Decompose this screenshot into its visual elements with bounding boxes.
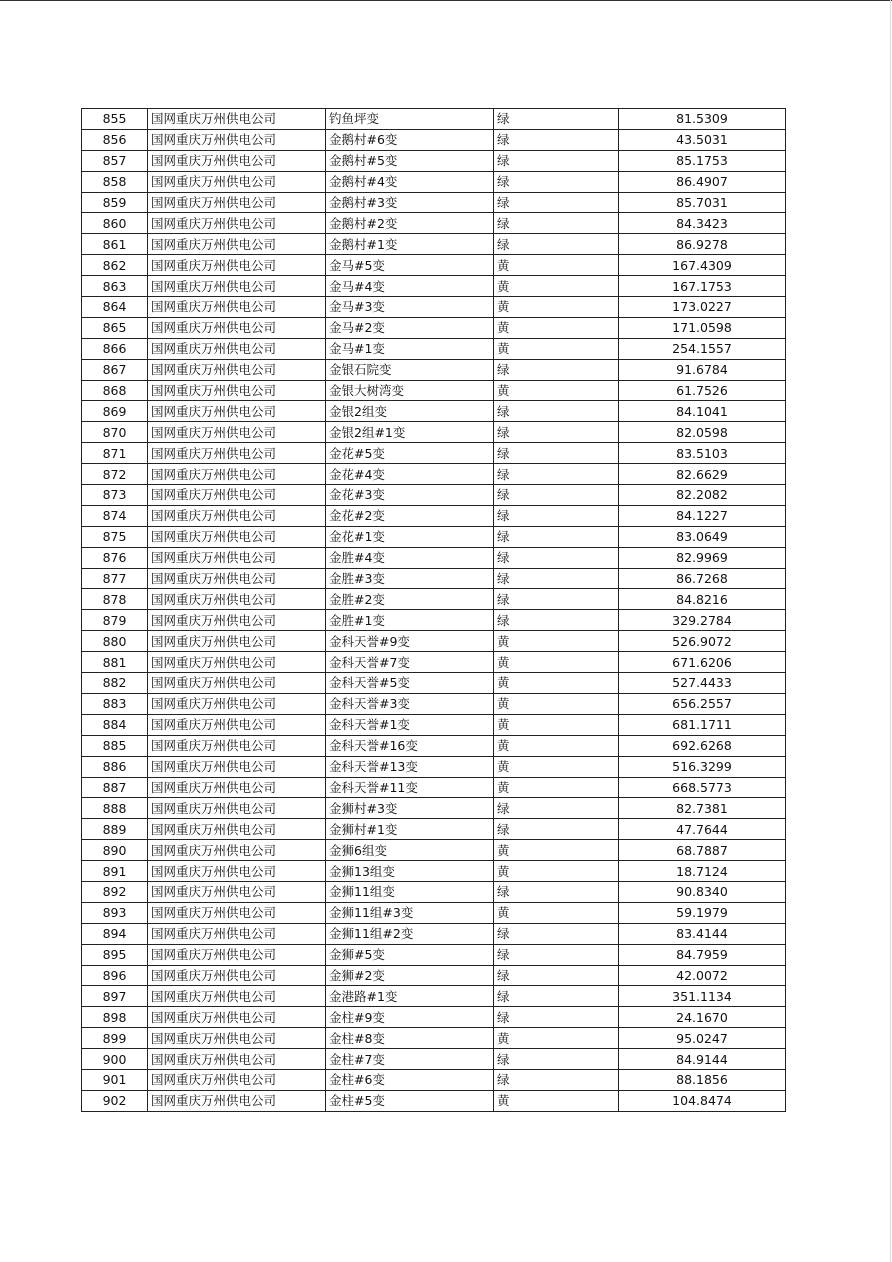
table-row <box>82 317 786 338</box>
load-value-cell: 516.3299 <box>619 756 786 777</box>
status-level-cell: 绿 <box>494 798 619 819</box>
status-level-cell: 绿 <box>494 234 619 255</box>
row-number-cell: 902 <box>82 1090 148 1111</box>
row-number-cell: 859 <box>82 192 148 213</box>
company-name-cell: 国网重庆万州供电公司 <box>148 171 326 192</box>
status-level-cell: 黄 <box>494 756 619 777</box>
row-number-cell: 868 <box>82 380 148 401</box>
company-name-cell: 国网重庆万州供电公司 <box>148 923 326 944</box>
row-number-cell: 858 <box>82 171 148 192</box>
company-name-cell: 国网重庆万州供电公司 <box>148 338 326 359</box>
row-number-cell: 863 <box>82 276 148 297</box>
load-value-cell: 95.0247 <box>619 1028 786 1049</box>
load-value-cell: 527.4433 <box>619 673 786 694</box>
row-number-cell: 874 <box>82 505 148 526</box>
load-value-cell: 61.7526 <box>619 380 786 401</box>
load-value-cell: 692.6268 <box>619 735 786 756</box>
company-name-cell: 国网重庆万州供电公司 <box>148 443 326 464</box>
status-level-cell: 绿 <box>494 547 619 568</box>
row-number-cell: 889 <box>82 819 148 840</box>
table-body <box>82 109 786 1112</box>
status-level-cell: 绿 <box>494 1049 619 1070</box>
status-level-cell: 绿 <box>494 881 619 902</box>
company-name-cell: 国网重庆万州供电公司 <box>148 380 326 401</box>
row-number-cell: 856 <box>82 129 148 150</box>
load-value-cell: 68.7887 <box>619 840 786 861</box>
load-value-cell: 85.1753 <box>619 150 786 171</box>
status-level-cell: 黄 <box>494 338 619 359</box>
transformer-name-cell: 金银2组#1变 <box>326 422 494 443</box>
status-level-cell: 绿 <box>494 485 619 506</box>
row-number-cell: 860 <box>82 213 148 234</box>
status-level-cell: 绿 <box>494 819 619 840</box>
status-level-cell: 绿 <box>494 1007 619 1028</box>
load-value-cell: 47.7644 <box>619 819 786 840</box>
transformer-name-cell: 金科天誉#7变 <box>326 652 494 673</box>
row-number-cell: 864 <box>82 297 148 318</box>
load-value-cell: 42.0072 <box>619 965 786 986</box>
company-name-cell: 国网重庆万州供电公司 <box>148 297 326 318</box>
table-row <box>82 777 786 798</box>
status-level-cell: 绿 <box>494 150 619 171</box>
transformer-name-cell: 金科天誉#5变 <box>326 673 494 694</box>
row-number-cell: 895 <box>82 944 148 965</box>
status-level-cell: 黄 <box>494 735 619 756</box>
company-name-cell: 国网重庆万州供电公司 <box>148 693 326 714</box>
transformer-name-cell: 金马#4变 <box>326 276 494 297</box>
table-row <box>82 610 786 631</box>
transformer-name-cell: 金狮#2变 <box>326 965 494 986</box>
company-name-cell: 国网重庆万州供电公司 <box>148 1028 326 1049</box>
transformer-name-cell: 金鹅村#3变 <box>326 192 494 213</box>
transformer-name-cell: 金胜#4变 <box>326 547 494 568</box>
row-number-cell: 867 <box>82 359 148 380</box>
table-row <box>82 944 786 965</box>
company-name-cell: 国网重庆万州供电公司 <box>148 505 326 526</box>
row-number-cell: 897 <box>82 986 148 1007</box>
transformer-name-cell: 金花#2变 <box>326 505 494 526</box>
load-value-cell: 167.4309 <box>619 255 786 276</box>
row-number-cell: 893 <box>82 902 148 923</box>
page-top-border <box>0 0 892 1</box>
status-level-cell: 黄 <box>494 861 619 882</box>
row-number-cell: 892 <box>82 881 148 902</box>
row-number-cell: 882 <box>82 673 148 694</box>
table-row <box>82 1007 786 1028</box>
company-name-cell: 国网重庆万州供电公司 <box>148 798 326 819</box>
transformer-name-cell: 金银2组变 <box>326 401 494 422</box>
company-name-cell: 国网重庆万州供电公司 <box>148 714 326 735</box>
table-row <box>82 276 786 297</box>
load-value-cell: 681.1711 <box>619 714 786 735</box>
table-row <box>82 401 786 422</box>
transformer-name-cell: 金银大树湾变 <box>326 380 494 401</box>
transformer-name-cell: 金科天誉#13变 <box>326 756 494 777</box>
company-name-cell: 国网重庆万州供电公司 <box>148 652 326 673</box>
status-level-cell: 绿 <box>494 109 619 130</box>
status-level-cell: 黄 <box>494 777 619 798</box>
company-name-cell: 国网重庆万州供电公司 <box>148 944 326 965</box>
row-number-cell: 857 <box>82 150 148 171</box>
row-number-cell: 899 <box>82 1028 148 1049</box>
status-level-cell: 绿 <box>494 359 619 380</box>
transformer-name-cell: 金鹅村#6变 <box>326 129 494 150</box>
table-row <box>82 213 786 234</box>
company-name-cell: 国网重庆万州供电公司 <box>148 610 326 631</box>
table-row <box>82 297 786 318</box>
row-number-cell: 894 <box>82 923 148 944</box>
transformer-name-cell: 金花#5变 <box>326 443 494 464</box>
page-right-border <box>890 0 891 1262</box>
load-value-cell: 84.1227 <box>619 505 786 526</box>
table-row <box>82 756 786 777</box>
row-number-cell: 885 <box>82 735 148 756</box>
load-value-cell: 83.0649 <box>619 526 786 547</box>
table-row <box>82 902 786 923</box>
load-value-cell: 82.6629 <box>619 464 786 485</box>
table-row <box>82 485 786 506</box>
table-row <box>82 380 786 401</box>
load-value-cell: 18.7124 <box>619 861 786 882</box>
table-row <box>82 129 786 150</box>
table-row <box>82 1049 786 1070</box>
transformer-name-cell: 金鹅村#5变 <box>326 150 494 171</box>
load-value-cell: 254.1557 <box>619 338 786 359</box>
transformer-name-cell: 金狮#5变 <box>326 944 494 965</box>
row-number-cell: 877 <box>82 568 148 589</box>
company-name-cell: 国网重庆万州供电公司 <box>148 485 326 506</box>
transformer-name-cell: 金狮11组#2变 <box>326 923 494 944</box>
table-row <box>82 673 786 694</box>
status-level-cell: 黄 <box>494 693 619 714</box>
load-value-cell: 86.7268 <box>619 568 786 589</box>
company-name-cell: 国网重庆万州供电公司 <box>148 359 326 380</box>
load-value-cell: 84.1041 <box>619 401 786 422</box>
company-name-cell: 国网重庆万州供电公司 <box>148 422 326 443</box>
company-name-cell: 国网重庆万州供电公司 <box>148 777 326 798</box>
row-number-cell: 873 <box>82 485 148 506</box>
table-row <box>82 881 786 902</box>
transformer-name-cell: 金马#5变 <box>326 255 494 276</box>
status-level-cell: 绿 <box>494 589 619 610</box>
load-value-cell: 84.3423 <box>619 213 786 234</box>
company-name-cell: 国网重庆万州供电公司 <box>148 631 326 652</box>
transformer-name-cell: 金鹅村#1变 <box>326 234 494 255</box>
transformer-name-cell: 金柱#8变 <box>326 1028 494 1049</box>
status-level-cell: 绿 <box>494 568 619 589</box>
table-row <box>82 1028 786 1049</box>
table-row <box>82 840 786 861</box>
transformer-name-cell: 金狮村#3变 <box>326 798 494 819</box>
table-row <box>82 150 786 171</box>
transformer-name-cell: 金马#1变 <box>326 338 494 359</box>
table-row <box>82 464 786 485</box>
transformer-name-cell: 金科天誉#9变 <box>326 631 494 652</box>
table-row <box>82 631 786 652</box>
company-name-cell: 国网重庆万州供电公司 <box>148 840 326 861</box>
company-name-cell: 国网重庆万州供电公司 <box>148 526 326 547</box>
load-value-cell: 671.6206 <box>619 652 786 673</box>
table-row <box>82 192 786 213</box>
status-level-cell: 黄 <box>494 652 619 673</box>
load-value-cell: 86.4907 <box>619 171 786 192</box>
table-row <box>82 735 786 756</box>
company-name-cell: 国网重庆万州供电公司 <box>148 464 326 485</box>
row-number-cell: 878 <box>82 589 148 610</box>
table-row <box>82 422 786 443</box>
table-row <box>82 1090 786 1111</box>
company-name-cell: 国网重庆万州供电公司 <box>148 1090 326 1111</box>
status-level-cell: 绿 <box>494 464 619 485</box>
transformer-name-cell: 金马#3变 <box>326 297 494 318</box>
status-level-cell: 绿 <box>494 944 619 965</box>
transformer-name-cell: 金银石院变 <box>326 359 494 380</box>
load-value-cell: 81.5309 <box>619 109 786 130</box>
row-number-cell: 890 <box>82 840 148 861</box>
status-level-cell: 黄 <box>494 673 619 694</box>
load-value-cell: 86.9278 <box>619 234 786 255</box>
table-row <box>82 505 786 526</box>
transformer-name-cell: 金柱#5变 <box>326 1090 494 1111</box>
company-name-cell: 国网重庆万州供电公司 <box>148 150 326 171</box>
transformer-name-cell: 金柱#9变 <box>326 1007 494 1028</box>
row-number-cell: 880 <box>82 631 148 652</box>
transformer-name-cell: 金柱#6变 <box>326 1069 494 1090</box>
load-value-cell: 83.5103 <box>619 443 786 464</box>
status-level-cell: 绿 <box>494 192 619 213</box>
status-level-cell: 黄 <box>494 1028 619 1049</box>
row-number-cell: 862 <box>82 255 148 276</box>
load-value-cell: 43.5031 <box>619 129 786 150</box>
status-level-cell: 黄 <box>494 255 619 276</box>
status-level-cell: 黄 <box>494 1090 619 1111</box>
status-level-cell: 绿 <box>494 443 619 464</box>
transformer-name-cell: 金花#1变 <box>326 526 494 547</box>
row-number-cell: 869 <box>82 401 148 422</box>
load-value-cell: 526.9072 <box>619 631 786 652</box>
company-name-cell: 国网重庆万州供电公司 <box>148 276 326 297</box>
company-name-cell: 国网重庆万州供电公司 <box>148 1049 326 1070</box>
status-level-cell: 黄 <box>494 840 619 861</box>
transformer-name-cell: 金科天誉#1变 <box>326 714 494 735</box>
company-name-cell: 国网重庆万州供电公司 <box>148 589 326 610</box>
transformer-name-cell: 金胜#3变 <box>326 568 494 589</box>
company-name-cell: 国网重庆万州供电公司 <box>148 965 326 986</box>
load-value-cell: 84.9144 <box>619 1049 786 1070</box>
table-row <box>82 171 786 192</box>
load-value-cell: 88.1856 <box>619 1069 786 1090</box>
row-number-cell: 901 <box>82 1069 148 1090</box>
load-value-cell: 171.0598 <box>619 317 786 338</box>
table-row <box>82 798 786 819</box>
load-value-cell: 104.8474 <box>619 1090 786 1111</box>
load-value-cell: 173.0227 <box>619 297 786 318</box>
table-row <box>82 693 786 714</box>
company-name-cell: 国网重庆万州供电公司 <box>148 756 326 777</box>
status-level-cell: 绿 <box>494 610 619 631</box>
status-level-cell: 黄 <box>494 380 619 401</box>
load-value-cell: 82.0598 <box>619 422 786 443</box>
transformer-name-cell: 金鹅村#2变 <box>326 213 494 234</box>
load-value-cell: 24.1670 <box>619 1007 786 1028</box>
row-number-cell: 881 <box>82 652 148 673</box>
status-level-cell: 黄 <box>494 317 619 338</box>
row-number-cell: 865 <box>82 317 148 338</box>
company-name-cell: 国网重庆万州供电公司 <box>148 129 326 150</box>
status-level-cell: 黄 <box>494 297 619 318</box>
table-row <box>82 255 786 276</box>
company-name-cell: 国网重庆万州供电公司 <box>148 819 326 840</box>
table-row <box>82 1069 786 1090</box>
row-number-cell: 888 <box>82 798 148 819</box>
row-number-cell: 884 <box>82 714 148 735</box>
table-row <box>82 109 786 130</box>
load-value-cell: 59.1979 <box>619 902 786 923</box>
company-name-cell: 国网重庆万州供电公司 <box>148 213 326 234</box>
company-name-cell: 国网重庆万州供电公司 <box>148 1007 326 1028</box>
status-level-cell: 绿 <box>494 923 619 944</box>
table-row <box>82 547 786 568</box>
table-row <box>82 526 786 547</box>
status-level-cell: 黄 <box>494 276 619 297</box>
load-value-cell: 82.2082 <box>619 485 786 506</box>
status-level-cell: 绿 <box>494 171 619 192</box>
company-name-cell: 国网重庆万州供电公司 <box>148 1069 326 1090</box>
load-value-cell: 83.4144 <box>619 923 786 944</box>
company-name-cell: 国网重庆万州供电公司 <box>148 902 326 923</box>
status-level-cell: 黄 <box>494 631 619 652</box>
table-row <box>82 568 786 589</box>
status-level-cell: 绿 <box>494 129 619 150</box>
load-value-cell: 90.8340 <box>619 881 786 902</box>
company-name-cell: 国网重庆万州供电公司 <box>148 547 326 568</box>
transformer-name-cell: 金柱#7变 <box>326 1049 494 1070</box>
row-number-cell: 866 <box>82 338 148 359</box>
status-level-cell: 黄 <box>494 902 619 923</box>
status-level-cell: 绿 <box>494 401 619 422</box>
status-level-cell: 绿 <box>494 526 619 547</box>
row-number-cell: 900 <box>82 1049 148 1070</box>
transformer-name-cell: 钓鱼坪变 <box>326 109 494 130</box>
status-level-cell: 黄 <box>494 714 619 735</box>
transformer-name-cell: 金胜#2变 <box>326 589 494 610</box>
load-value-cell: 329.2784 <box>619 610 786 631</box>
transformer-name-cell: 金科天誉#16变 <box>326 735 494 756</box>
status-level-cell: 绿 <box>494 505 619 526</box>
status-level-cell: 绿 <box>494 965 619 986</box>
load-value-cell: 656.2557 <box>619 693 786 714</box>
status-level-cell: 绿 <box>494 1069 619 1090</box>
table-row <box>82 359 786 380</box>
row-number-cell: 896 <box>82 965 148 986</box>
company-name-cell: 国网重庆万州供电公司 <box>148 861 326 882</box>
load-value-cell: 85.7031 <box>619 192 786 213</box>
transformer-name-cell: 金狮11组#3变 <box>326 902 494 923</box>
table-row <box>82 965 786 986</box>
table-row <box>82 338 786 359</box>
company-name-cell: 国网重庆万州供电公司 <box>148 401 326 422</box>
row-number-cell: 872 <box>82 464 148 485</box>
transformer-name-cell: 金狮11组变 <box>326 881 494 902</box>
status-level-cell: 绿 <box>494 986 619 1007</box>
table-row <box>82 443 786 464</box>
company-name-cell: 国网重庆万州供电公司 <box>148 986 326 1007</box>
company-name-cell: 国网重庆万州供电公司 <box>148 255 326 276</box>
table-row <box>82 714 786 735</box>
company-name-cell: 国网重庆万州供电公司 <box>148 317 326 338</box>
load-value-cell: 82.9969 <box>619 547 786 568</box>
load-value-cell: 84.8216 <box>619 589 786 610</box>
row-number-cell: 876 <box>82 547 148 568</box>
row-number-cell: 898 <box>82 1007 148 1028</box>
transformer-name-cell: 金港路#1变 <box>326 986 494 1007</box>
table-row <box>82 819 786 840</box>
row-number-cell: 861 <box>82 234 148 255</box>
row-number-cell: 883 <box>82 693 148 714</box>
status-level-cell: 绿 <box>494 422 619 443</box>
load-value-cell: 84.7959 <box>619 944 786 965</box>
table-row <box>82 652 786 673</box>
transformer-name-cell: 金狮村#1变 <box>326 819 494 840</box>
company-name-cell: 国网重庆万州供电公司 <box>148 673 326 694</box>
transformer-name-cell: 金胜#1变 <box>326 610 494 631</box>
transformer-name-cell: 金科天誉#11变 <box>326 777 494 798</box>
row-number-cell: 871 <box>82 443 148 464</box>
load-value-cell: 91.6784 <box>619 359 786 380</box>
table-row <box>82 923 786 944</box>
transformer-name-cell: 金花#4变 <box>326 464 494 485</box>
load-value-cell: 82.7381 <box>619 798 786 819</box>
company-name-cell: 国网重庆万州供电公司 <box>148 881 326 902</box>
transformer-status-table <box>81 108 786 1112</box>
row-number-cell: 887 <box>82 777 148 798</box>
transformer-name-cell: 金马#2变 <box>326 317 494 338</box>
company-name-cell: 国网重庆万州供电公司 <box>148 735 326 756</box>
table-row <box>82 589 786 610</box>
load-value-cell: 167.1753 <box>619 276 786 297</box>
row-number-cell: 886 <box>82 756 148 777</box>
table-row <box>82 234 786 255</box>
transformer-name-cell: 金科天誉#3变 <box>326 693 494 714</box>
company-name-cell: 国网重庆万州供电公司 <box>148 234 326 255</box>
company-name-cell: 国网重庆万州供电公司 <box>148 568 326 589</box>
status-level-cell: 绿 <box>494 213 619 234</box>
transformer-name-cell: 金狮13组变 <box>326 861 494 882</box>
company-name-cell: 国网重庆万州供电公司 <box>148 109 326 130</box>
transformer-name-cell: 金狮6组变 <box>326 840 494 861</box>
row-number-cell: 855 <box>82 109 148 130</box>
transformer-name-cell: 金鹅村#4变 <box>326 171 494 192</box>
row-number-cell: 891 <box>82 861 148 882</box>
table-row <box>82 861 786 882</box>
table-row <box>82 986 786 1007</box>
load-value-cell: 668.5773 <box>619 777 786 798</box>
row-number-cell: 879 <box>82 610 148 631</box>
row-number-cell: 875 <box>82 526 148 547</box>
row-number-cell: 870 <box>82 422 148 443</box>
load-value-cell: 351.1134 <box>619 986 786 1007</box>
company-name-cell: 国网重庆万州供电公司 <box>148 192 326 213</box>
transformer-name-cell: 金花#3变 <box>326 485 494 506</box>
